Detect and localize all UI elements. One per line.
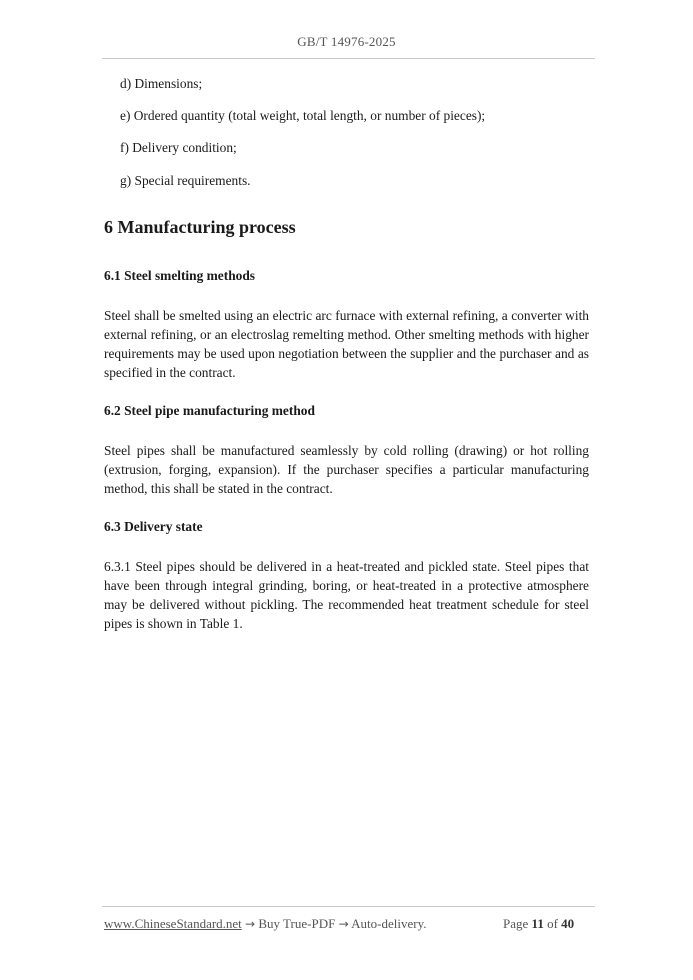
of-label: of xyxy=(547,916,558,931)
list-item-f: f) Delivery condition; xyxy=(120,140,237,155)
section-6-1-heading: 6.1 Steel smelting methods xyxy=(104,268,256,283)
section-6-2-heading: 6.2 Steel pipe manufacturing method xyxy=(104,403,315,418)
section-6-1-paragraph: Steel shall be smelted using an electric arc furnace with external refining, a converter with external refining, or an electroslag remelting method. Other smelting methods with higher requirements may be used upon negotiation between the supplier and the purchaser and as specified in the contract. xyxy=(104,308,589,380)
auto-delivery-text: Auto-delivery. xyxy=(351,916,427,931)
section-6-2-paragraph: Steel pipes shall be manufactured seamlessly by cold rolling (drawing) or hot rolling (extrusion, forging, expansion). If the purchaser specifies a particular manufacturing method, this shall be stated in the contract. xyxy=(104,443,589,496)
section-6-3-1-paragraph: 6.3.1 Steel pipes should be delivered in a heat-treated and pickled state. Steel pipes that have been through integral grinding, boring, or heat-treated in a protective atmosphere may be delivered without pickling. The recommended heat treatment schedule for steel pipes is shown in Table 1. xyxy=(104,559,589,631)
page-number xyxy=(503,916,574,932)
arrow-right-icon: → xyxy=(338,917,349,931)
page-header: GB/T 14976-2025 xyxy=(297,34,396,49)
arrow-right-icon: → xyxy=(245,917,256,931)
list-item-d: d) Dimensions; xyxy=(120,76,203,91)
current-page: 11 xyxy=(531,916,544,931)
footer-promo xyxy=(104,916,427,932)
page-label: Page xyxy=(503,916,529,931)
footer-divider xyxy=(102,906,595,907)
header-divider xyxy=(102,58,595,59)
list-item-e: e) Ordered quantity (total weight, total length, or number of pieces); xyxy=(120,108,486,123)
list-item-g: g) Special requirements. xyxy=(120,173,251,188)
site-link[interactable]: www.ChineseStandard.net xyxy=(104,916,242,931)
section-6-3-heading: 6.3 Delivery state xyxy=(104,519,203,534)
buy-pdf-text: Buy True-PDF xyxy=(258,916,336,931)
total-pages: 40 xyxy=(561,916,575,931)
section-6-heading: 6 Manufacturing process xyxy=(104,217,296,237)
